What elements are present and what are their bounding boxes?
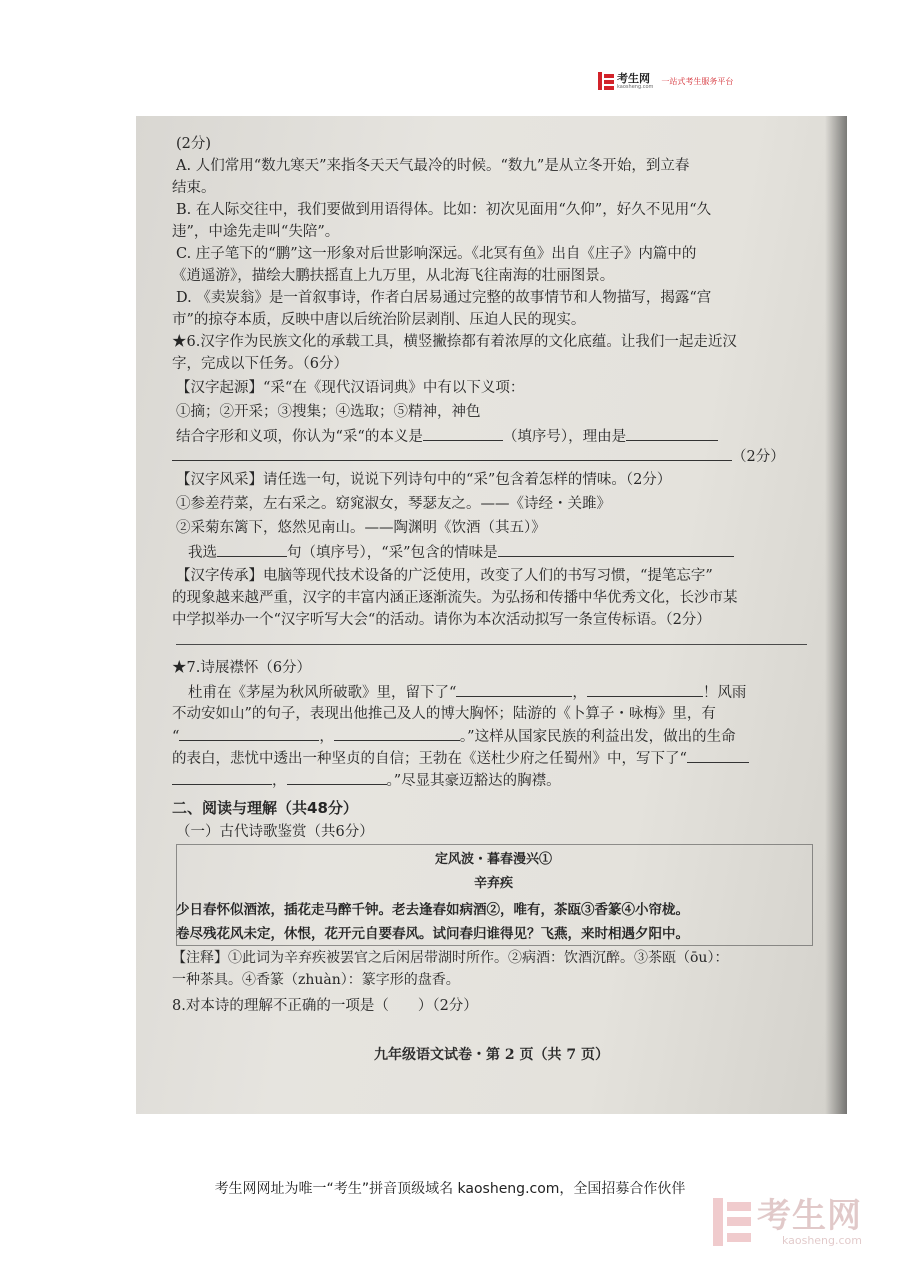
q6-origin-answer-line xyxy=(176,426,811,447)
answer-blank[interactable] xyxy=(626,426,718,441)
answer-blank[interactable] xyxy=(456,682,572,697)
logo-name: 考生网 xyxy=(617,71,650,85)
q7-text-3: 。”这样从国家民族的利益出发，做出的生命 xyxy=(459,729,736,745)
q7-comma: ， xyxy=(319,729,334,745)
poem-author: 辛弃疾 xyxy=(473,876,513,891)
poem-stanza-1: 少日春怀似酒浓，插花走马醉千钟。老去逢春如病酒②，唯有，茶瓯③香篆④小帘栊。 xyxy=(176,902,689,918)
q6-inherit-prompt-cont: 的现象越来越严重，汉字的丰富内涵正逐渐流失。为弘扬和传播中华优秀文化，长沙市某 xyxy=(172,590,738,606)
kaosheng-logo[interactable] xyxy=(598,72,733,90)
answer-line[interactable] xyxy=(176,644,807,645)
watermark-name: 考生网 xyxy=(757,1195,862,1236)
poem-stanza-2: 卷尽残花风未定，休恨，花开元自要春风。试问春归谁得见？飞燕，来时相遇夕阳中。 xyxy=(176,926,689,942)
answer-blank[interactable] xyxy=(687,748,749,763)
q6-inherit-prompt: 【汉字传承】电脑等现代技术设备的广泛使用，改变了人们的书写习惯，“提笔忘字” xyxy=(176,568,713,584)
answer-blank[interactable] xyxy=(498,542,734,557)
q6-inherit-prompt-cont-2: 中学拟举办一个“汉字听写大会“的活动。请你为本次活动拟写一条宣传标语。（2分） xyxy=(172,612,711,628)
q5-option-a: A. 人们常用“数九寒天”来指冬天天气最冷的时候。“数九”是从立冬开始，到立春 xyxy=(176,158,690,174)
q7-line-1 xyxy=(176,682,811,703)
q6-style-choose: 我选 xyxy=(188,545,217,561)
logo-slogan: 一站式考生服务平台 xyxy=(661,76,734,86)
q6-origin-reason: （填序号），理由是 xyxy=(502,429,627,445)
q6-origin-answer-line-2 xyxy=(172,446,811,467)
q5-option-b-cont: 违”，中途先走叫“失陪”。 xyxy=(172,224,340,240)
q7-comma: ， xyxy=(272,773,287,789)
poem-notes-cont: 一种茶具。④香篆（zhuàn）：篆字形的盘香。 xyxy=(172,972,460,988)
q5-option-d: D. 《卖炭翁》是一首叙事诗，作者白居易通过完整的故事情节和人物描写，揭露“宫 xyxy=(176,290,712,306)
q7-line-4 xyxy=(172,748,811,769)
q6-style-question: 句（填序号），“采”包含的情味是 xyxy=(287,545,498,561)
answer-blank[interactable] xyxy=(179,726,319,741)
q6-style-answer-line xyxy=(176,542,811,563)
answer-blank[interactable] xyxy=(172,770,272,785)
answer-blank[interactable] xyxy=(423,426,503,441)
q7-comma: ， xyxy=(572,685,587,701)
q7-line-3 xyxy=(172,726,811,747)
site-footer-text: 考生网网址为唯一“考生”拼音顶级域名 kaosheng.com，全国招募合作伙伴 xyxy=(214,1181,686,1197)
kaosheng-watermark xyxy=(713,1195,862,1247)
q5-option-b: B. 在人际交往中，我们要做到用语得体。比如：初次见面用“久仰”，好久不见用“久 xyxy=(176,202,712,218)
q6-style-prompt: 【汉字风采】请任选一句，说说下列诗句中的“采”包含着怎样的情味。（2分） xyxy=(176,472,672,488)
paper-page-footer: 九年级语文试卷・第 2 页（共 7 页） xyxy=(374,1047,609,1063)
exam-paper-photo xyxy=(136,116,847,1114)
q7-open-quote: “ xyxy=(172,729,180,745)
q5-score: (2分) xyxy=(176,136,212,152)
q7-line-2: 不动安如山”的句子，表现出他推己及人的博大胸怀；陆游的《卜算子・咏梅》里，有 xyxy=(172,706,716,722)
q5-option-d-cont: 市”的掠夺本质，反映中唐以后统治阶层剥削、压迫人民的现实。 xyxy=(172,312,586,328)
q6-style-poem-2: ②采菊东篱下，悠然见南山。——陶渊明《饮酒（其五）》 xyxy=(176,520,546,536)
answer-blank[interactable] xyxy=(217,542,287,557)
kaosheng-logo-icon xyxy=(598,72,614,90)
q7-text-5: 。”尽显其豪迈豁达的胸襟。 xyxy=(386,773,561,789)
q6-origin-meanings: ①摘；②开采；③搜集；④选取；⑤精神，神色 xyxy=(176,404,481,420)
answer-blank[interactable] xyxy=(587,682,703,697)
q6-stem-cont: 字，完成以下任务。（6分） xyxy=(172,356,348,372)
q5-option-c: C. 庄子笔下的“鹏”这一形象对后世影响深远。《北冥有鱼》出自《庄子》内篇中的 xyxy=(176,246,697,262)
q7-title: ★7.诗展襟怀（6分） xyxy=(172,660,312,676)
q6-stem: ★6.汉字作为民族文化的承载工具，横竖撇捺都有着浓厚的文化底蕴。让我们一起走近汉 xyxy=(172,334,737,350)
q7-line-5 xyxy=(172,770,811,791)
answer-blank[interactable] xyxy=(287,770,387,785)
answer-blank[interactable] xyxy=(172,446,732,461)
q7-text-1: 杜甫在《茅屋为秋风所破歌》里，留下了“ xyxy=(188,685,457,701)
q8-stem: 8.对本诗的理解不正确的一项是（ ）（2分） xyxy=(172,998,478,1014)
q6-origin-question: 结合字形和义项，你认为“采“的本义是 xyxy=(176,429,423,445)
logo-domain: kaosheng.com xyxy=(617,83,654,90)
subsection-1-title: （一）古代诗歌鉴赏（共6分） xyxy=(176,824,374,840)
q5-option-a-cont: 结束。 xyxy=(172,180,216,196)
q6-style-poem-1: ①参差荇菜，左右采之。窈窕淑女，琴瑟友之。——《诗经・关雎》 xyxy=(176,496,611,512)
watermark-domain: kaosheng.com xyxy=(781,1233,862,1247)
answer-blank[interactable] xyxy=(334,726,460,741)
section-2-title: 二、阅读与理解（共48分） xyxy=(172,799,358,817)
q7-text-2: ！风雨 xyxy=(702,685,747,701)
q7-text-4: 的表白，悲忧中透出一种坚贞的自信；王勃在《送杜少府之任蜀州》中，写下了“ xyxy=(172,751,687,767)
q6-origin-prompt: 【汉字起源】“采“在《现代汉语词典》中有以下义项： xyxy=(176,380,525,396)
poem-notes: 【注释】①此词为辛弃疾被罢官之后闲居带湖时所作。②病酒：饮酒沉醉。③茶瓯（ōu）： xyxy=(172,950,729,966)
q5-option-c-cont: 《逍遥游》，描绘大鹏扶摇直上九万里，从北海飞往南海的壮丽图景。 xyxy=(172,268,615,284)
q6-origin-score: （2分） xyxy=(732,449,785,465)
poem-title: 定风波・暮春漫兴① xyxy=(434,852,552,867)
kaosheng-watermark-icon xyxy=(713,1198,751,1246)
